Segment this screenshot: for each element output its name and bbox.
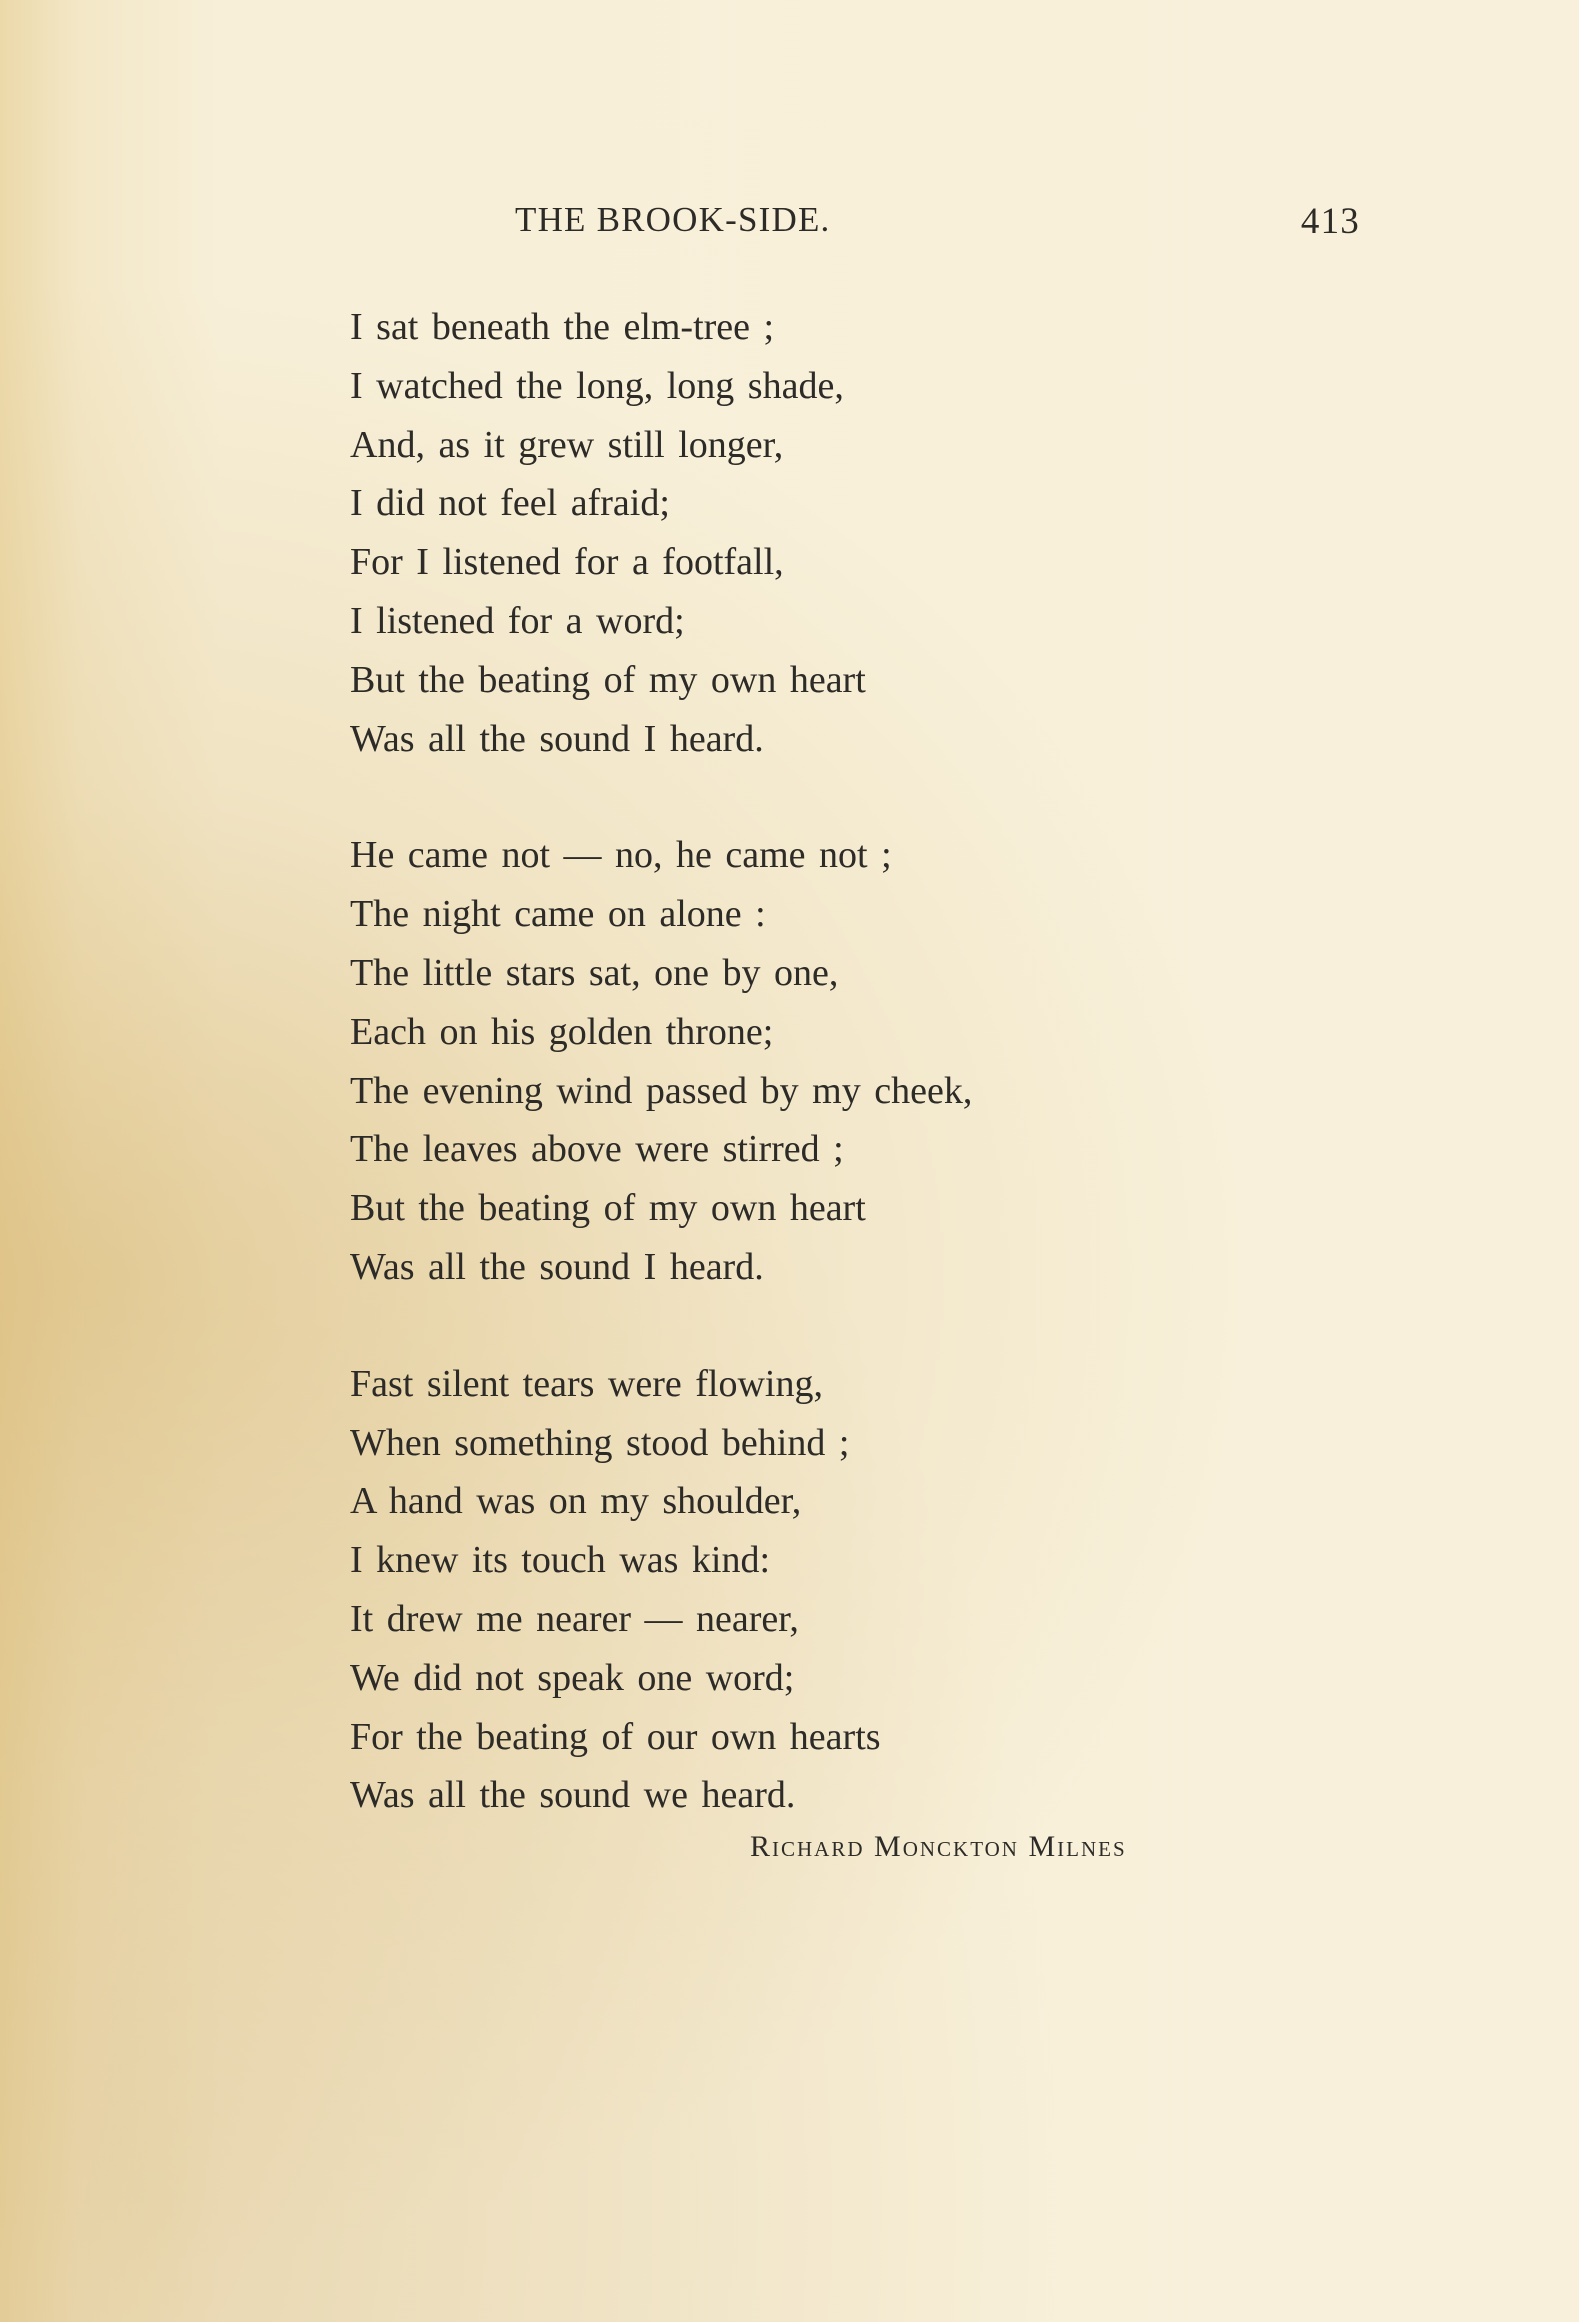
poem-line: Fast silent tears were flowing, (350, 1362, 823, 1405)
poem-line: But the beating of my own heart (350, 1187, 866, 1230)
stanza-3 (350, 1355, 1250, 1825)
poem-line: It drew me nearer — nearer, (350, 1597, 799, 1640)
poem-line: I watched the long, long shade, (350, 364, 844, 407)
poem-line: But the beating of my own heart (350, 658, 866, 701)
poem-line: Was all the sound I heard. (350, 717, 764, 760)
poem-line: The night came on alone : (350, 893, 766, 936)
poem-line: The leaves above were stirred ; (350, 1128, 844, 1171)
poem-line: I sat beneath the elm-tree ; (350, 306, 775, 348)
poem-line: Was all the sound we heard. (350, 1774, 796, 1817)
poem (350, 298, 1250, 1883)
poem-line: A hand was on my shoulder, (350, 1480, 802, 1523)
poem-attribution: Richard Monckton Milnes (750, 1830, 1127, 1863)
running-head (350, 200, 1370, 250)
stanza-2 (350, 826, 1250, 1296)
poem-line: For the beating of our own hearts (350, 1715, 881, 1758)
poem-line: The little stars sat, one by one, (350, 951, 839, 994)
poem-line: He came not — no, he came not ; (350, 834, 892, 877)
page-number: 413 (1300, 201, 1360, 242)
poem-line: And, as it grew still longer, (350, 423, 784, 466)
poem-line: I listened for a word; (350, 599, 685, 642)
running-head-title: THE BROOK-SIDE. (515, 200, 831, 239)
poem-line: Was all the sound I heard. (350, 1245, 764, 1288)
poem-line: I knew its touch was kind: (350, 1539, 771, 1582)
stanza-1 (350, 298, 1250, 768)
poem-line: We did not speak one word; (350, 1656, 795, 1699)
poem-line: I did not feel afraid; (350, 482, 670, 525)
poem-line: Each on his golden throne; (350, 1010, 774, 1053)
poem-line: When something stood behind ; (350, 1421, 850, 1464)
poem-line: For I listened for a footfall, (350, 541, 784, 584)
poem-line: The evening wind passed by my cheek, (350, 1069, 973, 1112)
